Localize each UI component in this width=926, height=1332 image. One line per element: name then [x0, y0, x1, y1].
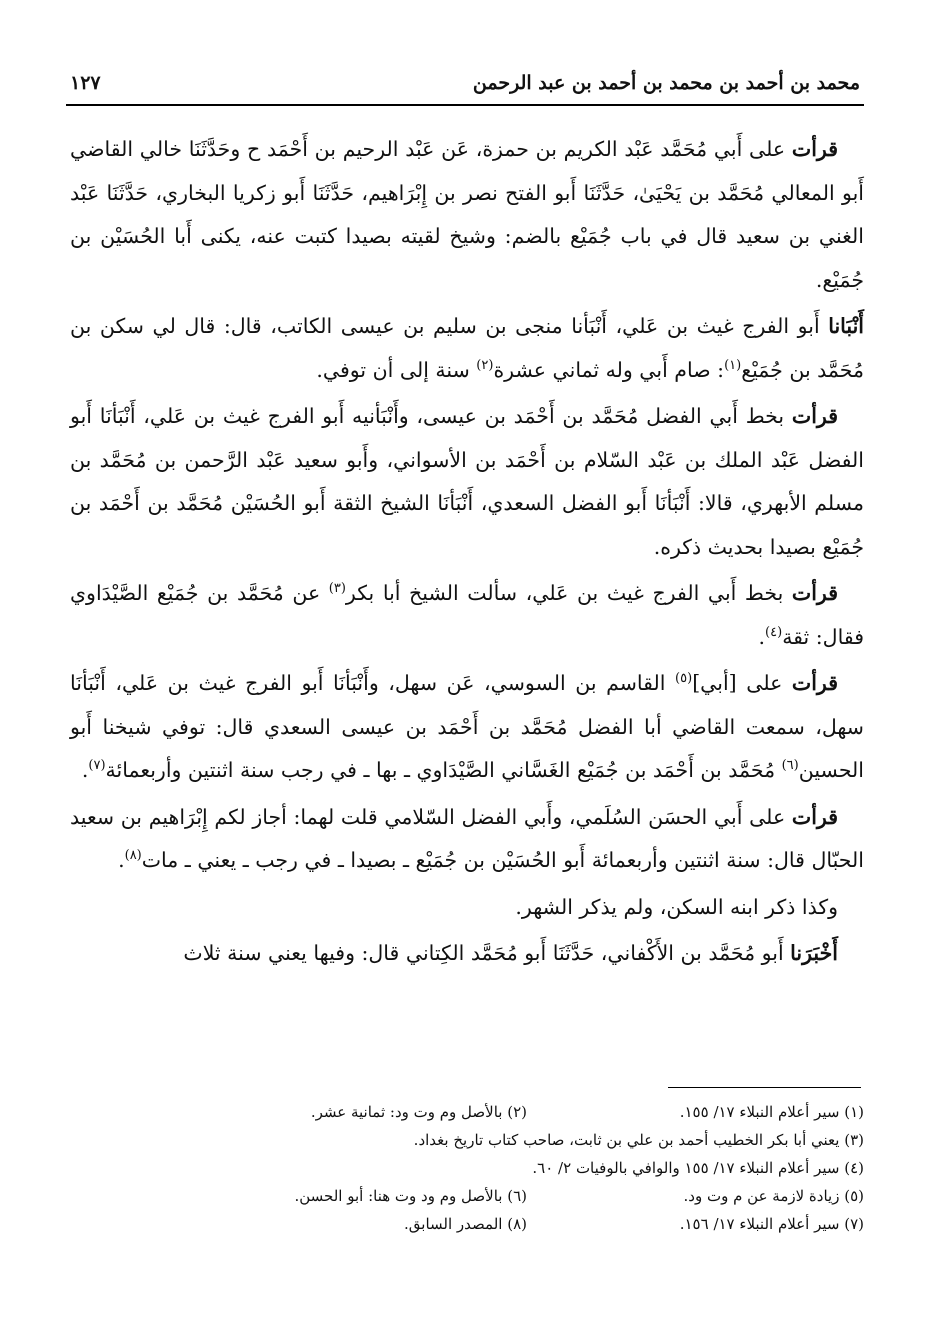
paragraph-6 [70, 796, 864, 883]
paragraph-text: . [81, 758, 89, 782]
paragraph-text: على [أبي] [692, 671, 792, 695]
paragraph-3 [70, 395, 864, 569]
paragraph-text: : صام أَبي وله ثماني عشرة [493, 357, 725, 382]
paragraph-8 [70, 932, 864, 976]
paragraph-text: القاسم بن السوسي، عَن سهل، وأَنْبَأنَا أَبو الفرج غيث بن عَلي، أَنْبَأنَا سهل، سمعت القاضي أبا الفضل مُحَمَّد بن أَحْمَد بن عيسى السعدي قال: توفي شيخنا أَبو الحسين [70, 671, 864, 782]
paragraph-lead: قرأت [791, 404, 838, 428]
paragraph-lead: قرأت [791, 804, 838, 829]
paragraph-text: وكذا ذكر ابنه السكن، ولم يذكر الشهر. [515, 894, 838, 919]
footnote-row [190, 1154, 864, 1182]
footnote-divider [668, 1087, 861, 1088]
footnotes [190, 1098, 864, 1238]
footnote-5: (٥) زيادة لازمة عن م وت ود. [683, 1187, 864, 1205]
paragraph-text: مُحَمَّد بن أَحْمَد بن جُمَيْع الغَسَّاني الصَّيْدَاوي ـ بها ـ في رجب سنة اثنتين وأربعمائة [105, 758, 782, 782]
running-title: محمد بن أحمد بن محمد بن أحمد بن عبد الرحمن [472, 72, 860, 94]
paragraph-text: . [758, 624, 766, 649]
paragraph-lead: قرأت [791, 671, 838, 695]
footnote-8: (٨) المصدر السابق. [404, 1215, 527, 1233]
footnote-7: (٧) سير أعلام النبلاء ١٧/ ١٥٦. [679, 1215, 864, 1233]
footnote-row [190, 1126, 864, 1154]
paragraph-2 [70, 305, 864, 392]
paragraph-text: . [118, 848, 125, 872]
paragraph-lead: قرأت [791, 137, 838, 161]
footnote-row [190, 1182, 864, 1210]
footnote-ref: (٢) [476, 357, 494, 373]
paragraph-7 [70, 886, 864, 930]
paragraph-1 [70, 128, 864, 302]
footnote-ref: (٥) [675, 671, 693, 687]
paragraph-text: بخط أَبي الفرج غيث بن عَلي، سألت الشيخ أبا بكر [345, 581, 792, 605]
paragraph-5 [70, 662, 864, 793]
paragraph-lead: قرأت [791, 581, 839, 605]
paragraph-text: عن مُحَمَّد بن جُمَيْع الصَّيْدَاوي فقال: ثقة [70, 581, 864, 649]
footnote-ref: (٦) [781, 758, 799, 774]
footnote-ref: (٣) [328, 581, 346, 597]
paragraph-lead: أَنْبَانا [828, 314, 864, 338]
footnote-row [190, 1098, 864, 1126]
footnote-row [190, 1210, 864, 1238]
page-number: ١٢٧ [70, 72, 101, 94]
header-divider [66, 104, 864, 106]
paragraph-text: سنة إلى أن توفي. [316, 357, 477, 382]
paragraph-text: على أَبي مُحَمَّد عَبْد الكريم بن حمزة، عَن عَبْد الرحيم بن أَحْمَد ح وحَدَّثَنَا خالي القاضي أَبو المعالي مُحَمَّد بن يَحْيَىٰ، حَدَّثَنَا أَبو الفتح نصر بن إِبْرَاهيم، حَدَّثَنَا أَبو زكريا البخاري، حَدَّثَنَا عَبْد الغني بن سعيد قال في باب جُمَيْع بالضم: وشيخ لقيته بصيدا كتبت عنه، يكنى أَبا الحُسَيْن بن جُمَيْع. [70, 137, 864, 292]
paragraph-text: أَبو الفرج غيث بن عَلي، أَنْبَأنا منجى بن سليم بن عيسى الكاتب، قال: قال لي سكن بن مُحَمَّد بن جُمَيْع [70, 314, 864, 382]
footnote-1: (١) سير أعلام النبلاء ١٧/ ١٥٥. [679, 1103, 864, 1121]
paragraph-text: أَبو مُحَمَّد بن الأَكْفاني، حَدَّثَنَا أَبو مُحَمَّد الكِتاني قال: وفيها يعني سنة ثلاث [183, 941, 791, 965]
footnote-ref: (٧) [88, 758, 106, 774]
paragraph-4 [70, 572, 864, 659]
main-text [70, 128, 864, 979]
footnote-2: (٢) بالأصل وم وت ود: ثمانية عشر. [310, 1103, 527, 1121]
paragraph-text: على أَبي الحسَن السُلَمي، وأَبي الفضل السّلامي قلت لهما: أجاز لكم إِبْرَاهيم بن سعيد الحبّال قال: سنة اثنتين وأربعمائة أَبو الحُسَيْن بن جُمَيْع ـ بصيدا ـ في رجب ـ يعني ـ مات [70, 804, 864, 872]
footnote-4: (٤) سير أعلام النبلاء ١٧/ ١٥٥ والوافي بالوفيات ٢/ ٦٠. [532, 1159, 864, 1177]
footnote-6: (٦) بالأصل وم ود وت هنا: أبو الحسن. [294, 1187, 527, 1205]
footnote-ref: (٨) [124, 848, 142, 864]
paragraph-lead: أَخْبَرَنا [790, 941, 838, 965]
footnote-ref: (٤) [765, 624, 783, 640]
footnote-ref: (١) [724, 357, 742, 373]
running-header [70, 68, 860, 98]
footnote-3: (٣) يعني أبا بكر الخطيب أحمد بن علي بن ثابت، صاحب كتاب تاريخ بغداد. [413, 1131, 864, 1149]
paragraph-text: بخط أَبي الفضل مُحَمَّد بن أَحْمَد بن عيسى، وأَنْبَأنيه أَبو الفرج غيث بن عَلي، أَنْبَأنَا أَبو الفضل عَبْد الملك بن عَبْد السّلام بن أَحْمَد بن الأسواني، وأَبو سعيد عَبْد الرَّحمن بن مُحَمَّد بن مسلم الأبهري، قالا: أَنْبَأنَا أَبو الفضل السعدي، أَنْبَأنَا الشيخ الثقة أَبو الحُسَيْن مُحَمَّد بن أَحْمَد بن جُمَيْع بصيدا بحديث ذكره. [70, 404, 864, 559]
